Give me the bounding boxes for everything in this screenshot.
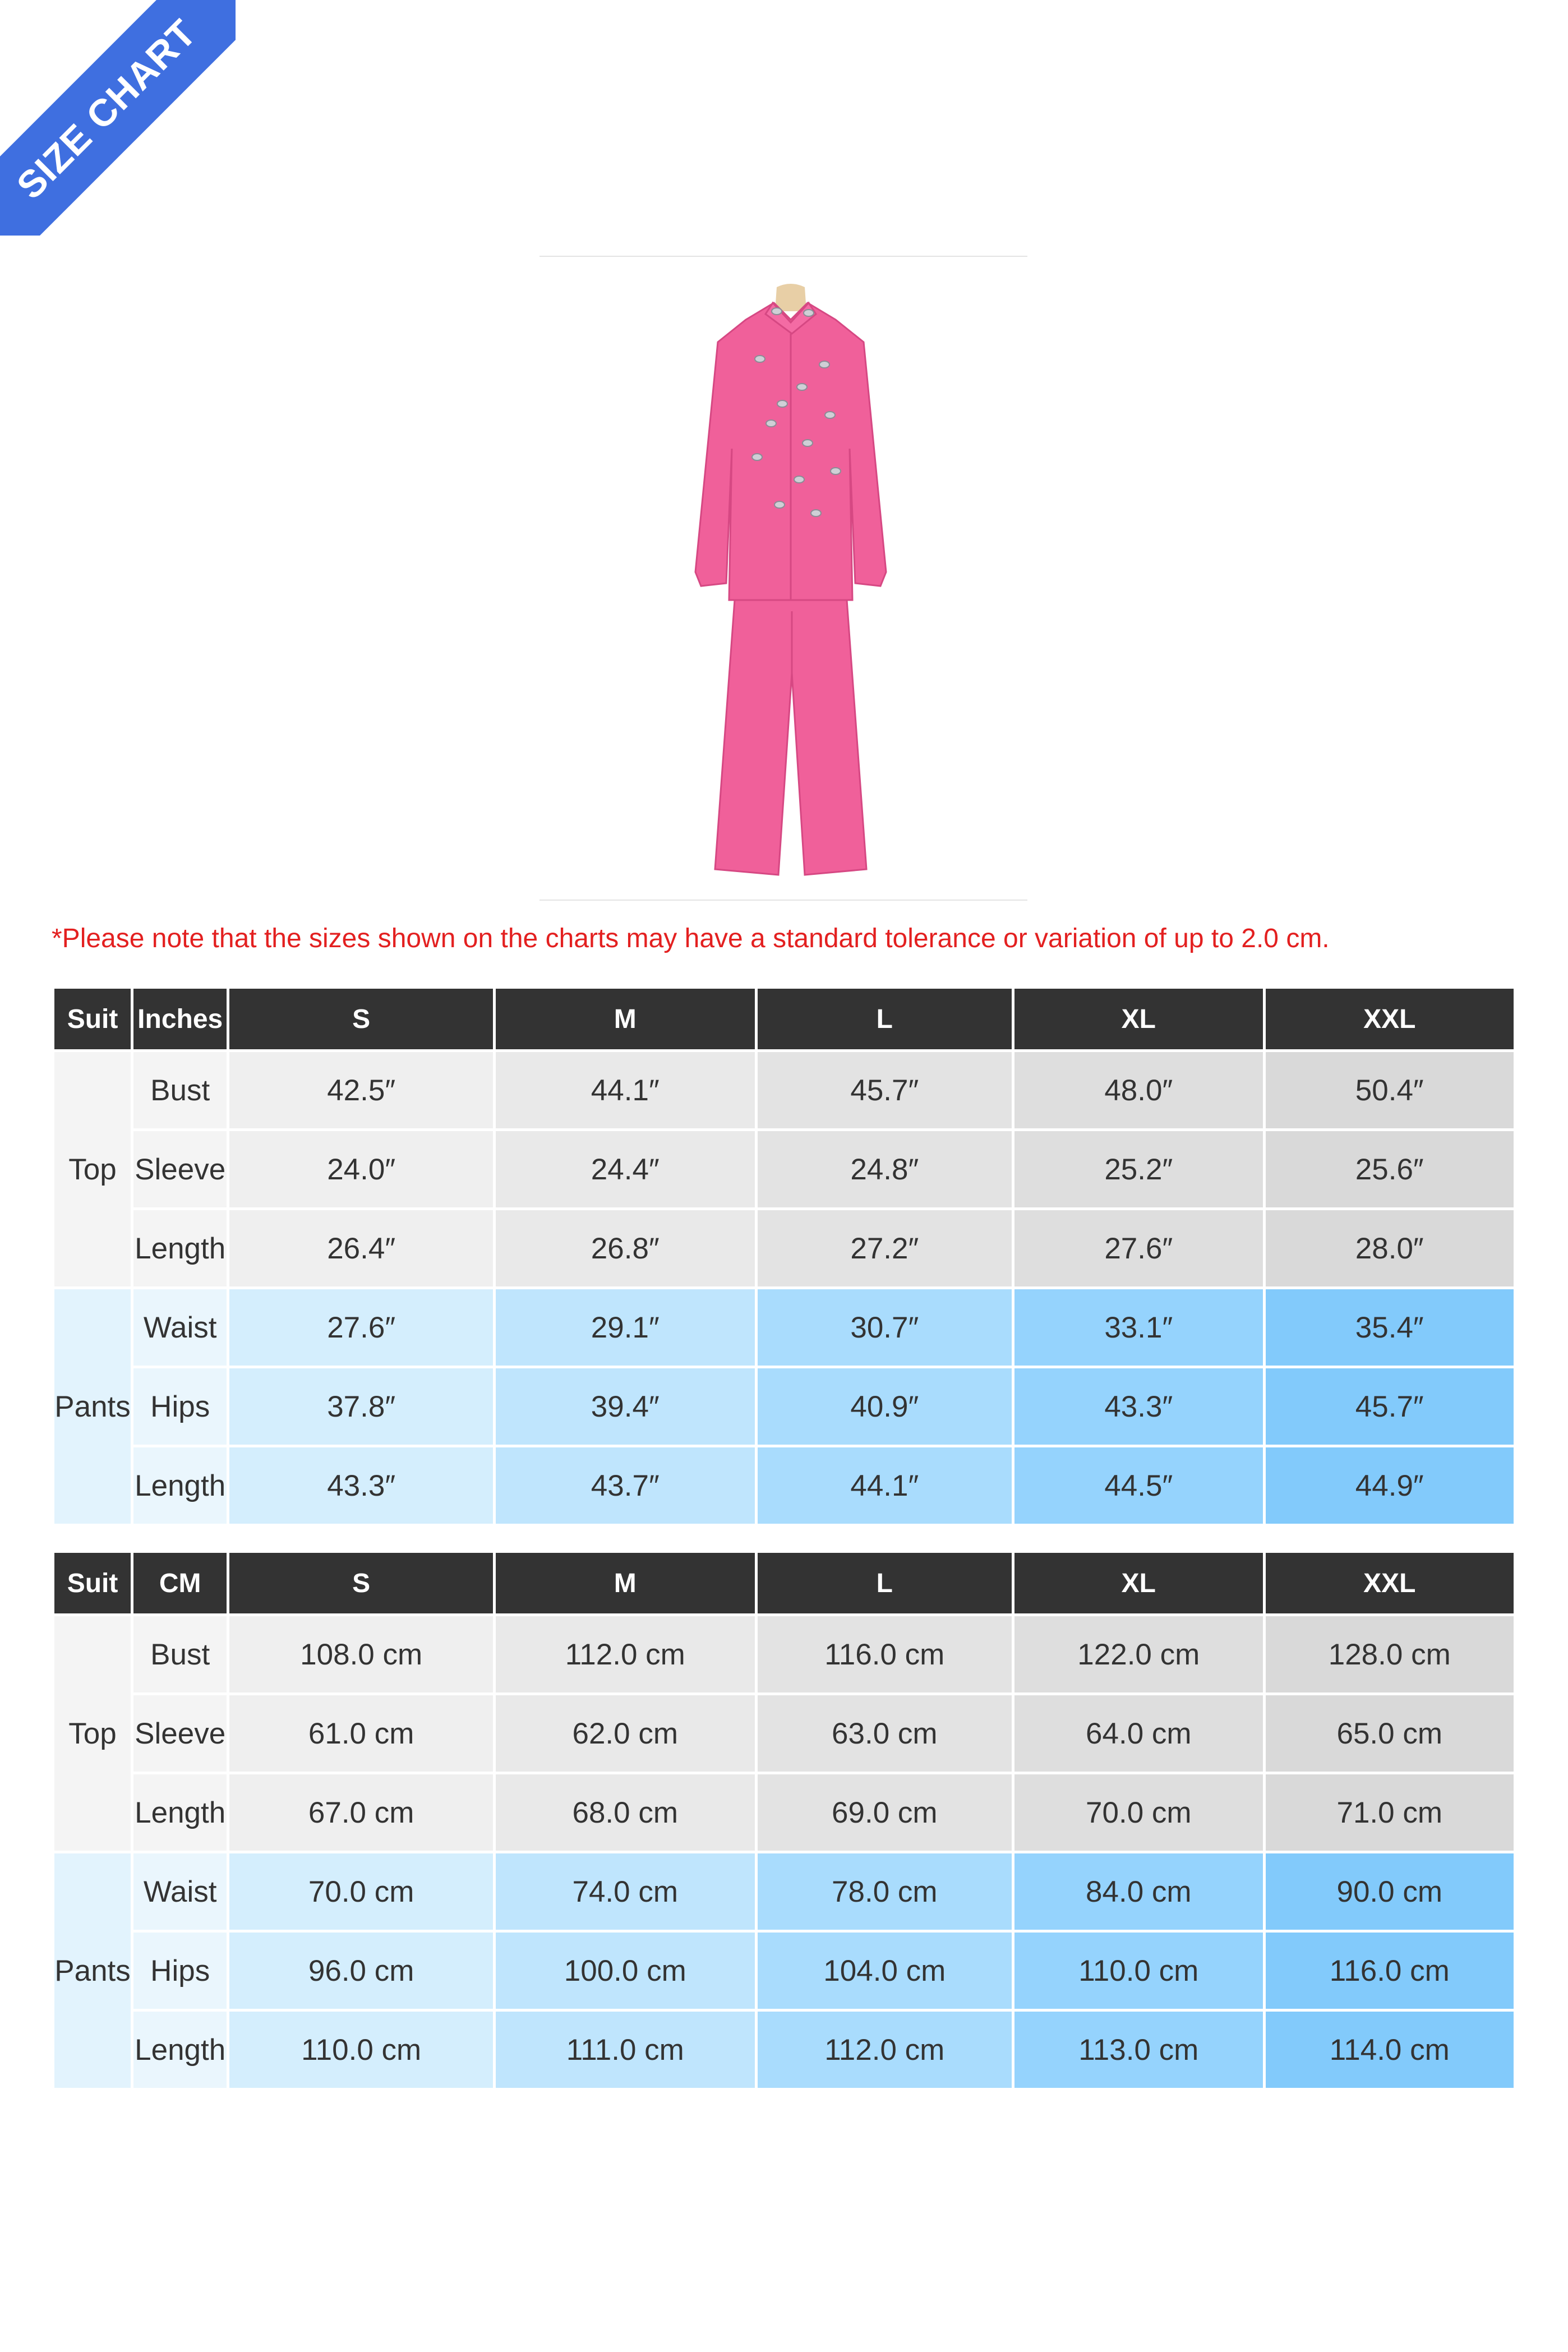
value-cell: 42.5″ (229, 1052, 493, 1128)
table-row (54, 1695, 1514, 1772)
measure-label: Waist (133, 1289, 227, 1366)
value-cell: 116.0 cm (1266, 1933, 1514, 2009)
value-cell: 27.6″ (1014, 1210, 1262, 1286)
measure-label: Length (133, 2012, 227, 2088)
value-cell: 33.1″ (1014, 1289, 1262, 1366)
table-row (54, 1368, 1514, 1445)
value-cell: 69.0 cm (758, 1774, 1012, 1851)
value-cell: 61.0 cm (229, 1695, 493, 1772)
value-cell: 24.0″ (229, 1131, 493, 1207)
value-cell: 25.2″ (1014, 1131, 1262, 1207)
value-cell: 30.7″ (758, 1289, 1012, 1366)
inches-size-table (52, 986, 1516, 1527)
header-size-xl: XL (1014, 1553, 1262, 1613)
header-size-xxl: XXL (1266, 1553, 1514, 1613)
value-cell: 63.0 cm (758, 1695, 1012, 1772)
inches-header-row (54, 989, 1514, 1049)
value-cell: 104.0 cm (758, 1933, 1012, 2009)
value-cell: 50.4″ (1266, 1052, 1514, 1128)
value-cell: 24.8″ (758, 1131, 1012, 1207)
pants (715, 600, 866, 875)
group-pants: Pants (54, 1289, 131, 1524)
measure-label: Length (133, 1447, 227, 1524)
value-cell: 122.0 cm (1014, 1616, 1262, 1692)
group-top: Top (54, 1616, 131, 1851)
value-cell: 100.0 cm (496, 1933, 755, 2009)
value-cell: 108.0 cm (229, 1616, 493, 1692)
value-cell: 71.0 cm (1266, 1774, 1514, 1851)
measure-label: Bust (133, 1616, 227, 1692)
value-cell: 29.1″ (496, 1289, 755, 1366)
value-cell: 96.0 cm (229, 1933, 493, 2009)
divider-bottom (539, 900, 1027, 901)
value-cell: 65.0 cm (1266, 1695, 1514, 1772)
value-cell: 128.0 cm (1266, 1616, 1514, 1692)
cm-header-row (54, 1553, 1514, 1613)
value-cell: 27.2″ (758, 1210, 1012, 1286)
header-size-l: L (758, 1553, 1012, 1613)
mannequin-neck (775, 284, 806, 311)
table-row (54, 1447, 1514, 1524)
value-cell: 44.1″ (758, 1447, 1012, 1524)
table-row (54, 1131, 1514, 1207)
header-suit: Suit (54, 1553, 131, 1613)
value-cell: 40.9″ (758, 1368, 1012, 1445)
header-size-m: M (496, 989, 755, 1049)
measure-label: Length (133, 1774, 227, 1851)
value-cell: 78.0 cm (758, 1853, 1012, 1930)
table-row (54, 1210, 1514, 1286)
value-cell: 35.4″ (1266, 1289, 1514, 1366)
value-cell: 43.3″ (229, 1447, 493, 1524)
table-row (54, 2012, 1514, 2088)
value-cell: 44.5″ (1014, 1447, 1262, 1524)
header-suit: Suit (54, 989, 131, 1049)
header-size-s: S (229, 1553, 493, 1613)
value-cell: 25.6″ (1266, 1131, 1514, 1207)
measure-label: Bust (133, 1052, 227, 1128)
table-row (54, 1933, 1514, 2009)
measure-label: Length (133, 1210, 227, 1286)
header-size-s: S (229, 989, 493, 1049)
group-top: Top (54, 1052, 131, 1286)
value-cell: 112.0 cm (758, 2012, 1012, 2088)
size-chart-ribbon (0, 0, 236, 236)
header-size-m: M (496, 1553, 755, 1613)
measure-label: Hips (133, 1933, 227, 2009)
value-cell: 26.4″ (229, 1210, 493, 1286)
value-cell: 110.0 cm (229, 2012, 493, 2088)
table-row (54, 1853, 1514, 1930)
value-cell: 114.0 cm (1266, 2012, 1514, 2088)
value-cell: 43.7″ (496, 1447, 755, 1524)
value-cell: 27.6″ (229, 1289, 493, 1366)
value-cell: 116.0 cm (758, 1616, 1012, 1692)
value-cell: 74.0 cm (496, 1853, 755, 1930)
size-chart-label: SIZE CHART (0, 0, 236, 236)
value-cell: 90.0 cm (1266, 1853, 1514, 1930)
cm-size-table (52, 1550, 1516, 2091)
measure-label: Hips (133, 1368, 227, 1445)
value-cell: 26.8″ (496, 1210, 755, 1286)
value-cell: 70.0 cm (1014, 1774, 1262, 1851)
value-cell: 24.4″ (496, 1131, 755, 1207)
table-row (54, 1616, 1514, 1692)
measure-label: Waist (133, 1853, 227, 1930)
value-cell: 37.8″ (229, 1368, 493, 1445)
header-unit: Inches (133, 989, 227, 1049)
measure-label: Sleeve (133, 1695, 227, 1772)
header-size-l: L (758, 989, 1012, 1049)
header-unit: CM (133, 1553, 227, 1613)
value-cell: 110.0 cm (1014, 1933, 1262, 2009)
value-cell: 44.1″ (496, 1052, 755, 1128)
measure-label: Sleeve (133, 1131, 227, 1207)
value-cell: 45.7″ (1266, 1368, 1514, 1445)
divider-top (539, 256, 1027, 257)
value-cell: 62.0 cm (496, 1695, 755, 1772)
value-cell: 111.0 cm (496, 2012, 755, 2088)
value-cell: 44.9″ (1266, 1447, 1514, 1524)
product-image (662, 280, 920, 897)
value-cell: 43.3″ (1014, 1368, 1262, 1445)
table-row (54, 1289, 1514, 1366)
group-pants: Pants (54, 1853, 131, 2088)
value-cell: 68.0 cm (496, 1774, 755, 1851)
value-cell: 45.7″ (758, 1052, 1012, 1128)
value-cell: 39.4″ (496, 1368, 755, 1445)
value-cell: 28.0″ (1266, 1210, 1514, 1286)
value-cell: 64.0 cm (1014, 1695, 1262, 1772)
header-size-xxl: XXL (1266, 989, 1514, 1049)
tolerance-note: *Please note that the sizes shown on the charts may have a standard tolerance or variation of up to 2.0 cm. (52, 924, 1330, 953)
value-cell: 67.0 cm (229, 1774, 493, 1851)
table-row (54, 1052, 1514, 1128)
value-cell: 84.0 cm (1014, 1853, 1262, 1930)
header-size-xl: XL (1014, 989, 1262, 1049)
value-cell: 48.0″ (1014, 1052, 1262, 1128)
value-cell: 113.0 cm (1014, 2012, 1262, 2088)
value-cell: 70.0 cm (229, 1853, 493, 1930)
value-cell: 112.0 cm (496, 1616, 755, 1692)
table-row (54, 1774, 1514, 1851)
